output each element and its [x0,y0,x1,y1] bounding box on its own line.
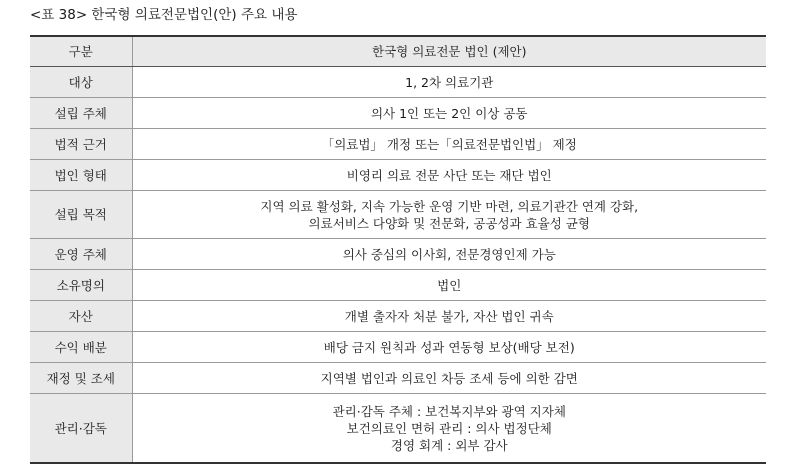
content-line: 배당 금지 원칙과 성과 연동형 보상(배당 보전) [323,339,575,355]
row-label: 설립 주체 [30,98,132,129]
row-label: 법인 형태 [30,160,132,191]
content-line: 지역 의료 활성화, 지속 가능한 운영 기반 마련, 의료기관간 연계 강화, [260,198,639,214]
row-content [132,98,766,129]
table-row [30,270,766,301]
row-content [132,67,766,98]
row-label: 대상 [30,67,132,98]
table-row [30,363,766,394]
table-row [30,239,766,270]
content-line: 경영 회계 : 외부 감사 [390,437,508,453]
table-row [30,129,766,160]
row-label: 법적 근거 [30,129,132,160]
content-line: 의사 중심의 이사회, 전문경영인제 가능 [342,246,556,262]
content-table [30,35,766,464]
content-line: 법인 [437,277,462,293]
row-content [132,129,766,160]
column-header-category: 구분 [30,36,132,67]
row-content [132,160,766,191]
table-caption: <표 38> 한국형 의료전문법인(안) 주요 내용 [30,7,298,23]
row-content [132,270,766,301]
row-content [132,363,766,394]
row-label: 자산 [30,301,132,332]
content-line: 1, 2차 의료기관 [405,74,494,90]
table-header-row [30,36,766,67]
row-label: 관리·감독 [30,394,132,464]
row-content [132,239,766,270]
content-line: 지역별 법인과 의료인 차등 조세 등에 의한 감면 [320,370,578,386]
content-line: 의료서비스 다양화 및 전문화, 공공성과 효율성 균형 [308,215,590,231]
table-row [30,332,766,363]
content-line: 「의료법」 개정 또는「의료전문법인법」 제정 [321,136,577,152]
row-label: 설립 목적 [30,191,132,239]
table-row [30,67,766,98]
row-content [132,394,766,464]
content-line: 관리·감독 주체 : 보건복지부와 광역 지자체 [332,403,566,419]
content-line: 비영리 의료 전문 사단 또는 재단 법인 [346,167,552,183]
column-header-proposal: 한국형 의료전문 법인 (제안) [132,36,766,67]
table-row [30,394,766,464]
row-label: 재정 및 조세 [30,363,132,394]
table-row [30,191,766,239]
table-row [30,301,766,332]
content-line: 보건의료인 면허 관리 : 의사 법정단체 [346,420,552,436]
row-label: 운영 주체 [30,239,132,270]
content-line: 개별 출자자 처분 불가, 자산 법인 귀속 [344,308,554,324]
table-row [30,160,766,191]
row-label: 수익 배분 [30,332,132,363]
row-content [132,191,766,239]
content-line: 의사 1인 또는 2인 이상 공동 [370,105,528,121]
row-content [132,301,766,332]
table-row [30,98,766,129]
row-label: 소유명의 [30,270,132,301]
row-content [132,332,766,363]
